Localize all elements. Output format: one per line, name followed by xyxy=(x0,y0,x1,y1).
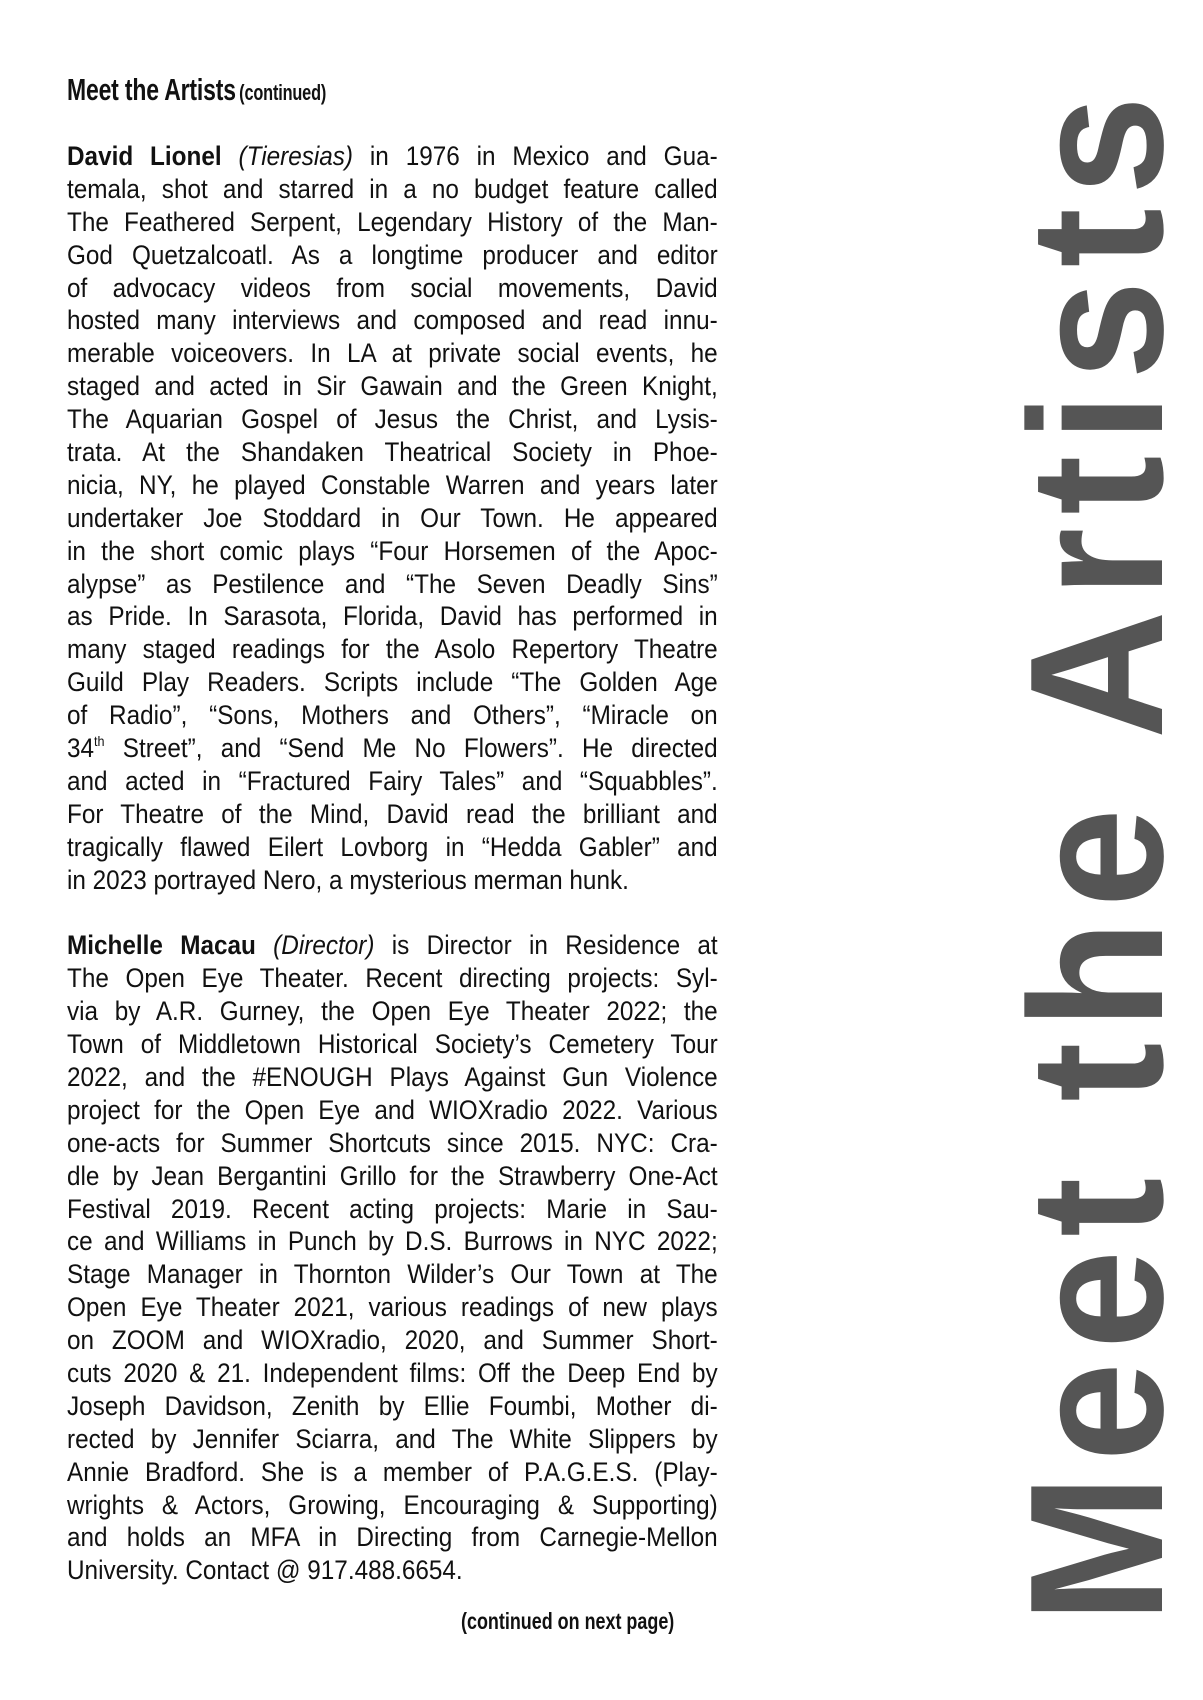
bio-line: staged and acted in Sir Gawain and the Green Knight, xyxy=(67,371,718,402)
bio-david-lionel xyxy=(67,140,718,896)
heading-suffix: (continued) xyxy=(239,80,327,105)
artist-role: (Director) xyxy=(273,930,375,961)
bio-line: Guild Play Readers. Scripts include “The Golden Age xyxy=(67,667,718,698)
bio-line: 2022, and the #ENOUGH Plays Against Gun Violence xyxy=(67,1061,718,1092)
bio-line: God Quetzalcoatl. As a longtime producer and editor xyxy=(67,239,718,270)
bio-line: and holds an MFA in Directing from Carnegie-Mellon xyxy=(67,1522,718,1553)
bio-line: in the short comic plays “Four Horsemen of the Apoc- xyxy=(67,535,718,566)
bio-line: Stage Manager in Thornton Wilder’s Our Town at The xyxy=(67,1259,718,1290)
ordinal-number: 34 xyxy=(67,733,95,764)
bio-line xyxy=(67,140,718,173)
bio-line: Joseph Davidson, Zenith by Ellie Foumbi, Mother di- xyxy=(67,1390,718,1421)
bio-line: rected by Jennifer Sciarra, and The White Slippers by xyxy=(67,1423,718,1454)
bio-line: of Radio”, “Sons, Mothers and Others”, “Miracle on xyxy=(67,700,718,731)
section-heading xyxy=(67,72,326,108)
bio-line: temala, shot and starred in a no budget feature called xyxy=(67,173,718,204)
bio-line: on ZOOM and WIOXradio, 2020, and Summer Short- xyxy=(67,1325,718,1356)
bio-line: wrights & Actors, Growing, Encouraging & Supporting) xyxy=(67,1489,718,1520)
bio-line: hosted many interviews and composed and read innu- xyxy=(67,305,718,336)
bio-text: in 1976 in Mexico and Gua- xyxy=(353,141,718,171)
bio-line: many staged readings for the Asolo Repertory Theatre xyxy=(67,634,718,665)
bio-line: tragically flawed Eilert Lovborg in “Hedda Gabler” and xyxy=(67,831,718,862)
bio-line: dle by Jean Bergantini Grillo for the Strawberry One-Act xyxy=(67,1160,718,1191)
bio-line: in 2023 portrayed Nero, a mysterious merman hunk. xyxy=(67,864,629,895)
bio-line: ce and Williams in Punch by D.S. Burrows in NYC 2022; xyxy=(67,1226,718,1257)
bio-line: one-acts for Summer Shortcuts since 2015. NYC: Cra- xyxy=(67,1127,718,1158)
ordinal-suffix: th xyxy=(94,733,105,750)
bio-line: For Theatre of the Mind, David read the brilliant and xyxy=(67,798,718,829)
heading-title: Meet the Artists xyxy=(67,72,236,107)
bio-line: Annie Bradford. She is a member of P.A.G.E.S. (Play- xyxy=(67,1456,718,1487)
bio-line: University. Contact @ 917.488.6654. xyxy=(67,1555,463,1586)
bio-line: Festival 2019. Recent acting projects: Marie in Sau- xyxy=(67,1193,718,1224)
bio-michelle-macau xyxy=(67,929,718,1587)
bio-line: undertaker Joe Stoddard in Our Town. He appeared xyxy=(67,502,718,533)
bio-line: cuts 2020 & 21. Independent films: Off the Deep End by xyxy=(67,1357,718,1388)
bio-line: The Open Eye Theater. Recent directing projects: Syl- xyxy=(67,963,718,994)
bio-line: as Pride. In Sarasota, Florida, David has performed in xyxy=(67,601,718,632)
bio-spacer xyxy=(67,896,718,929)
continued-note: (continued on next page) xyxy=(461,1608,675,1634)
bio-text: Street”, and “Send Me No Flowers”. He directed xyxy=(104,733,718,764)
bio-line: nicia, NY, he played Constable Warren and years later xyxy=(67,469,718,500)
bio-line: project for the Open Eye and WIOXradio 2022. Various xyxy=(67,1094,718,1125)
bios-column xyxy=(67,140,718,1587)
bio-line: via by A.R. Gurney, the Open Eye Theater 2022; the xyxy=(67,996,718,1027)
artist-name: David Lionel xyxy=(67,141,222,171)
bio-text: is Director in Residence at xyxy=(374,930,718,961)
artist-role: (Tieresias) xyxy=(238,141,354,171)
vertical-side-title xyxy=(991,82,1203,1623)
bio-line xyxy=(67,929,718,962)
bio-line: Town of Middletown Historical Society’s Cemetery Tour xyxy=(67,1029,718,1060)
bio-line: Open Eye Theater 2021, various readings of new plays xyxy=(67,1292,718,1323)
bio-line: of advocacy videos from social movements, David xyxy=(67,272,718,303)
bio-line xyxy=(67,732,718,765)
side-title-text: Meet the Artists xyxy=(991,82,1203,1623)
bio-line: The Feathered Serpent, Legendary History of the Man- xyxy=(67,206,718,237)
artist-name: Michelle Macau xyxy=(67,930,256,961)
bio-line: merable voiceovers. In LA at private social events, he xyxy=(67,338,718,369)
bio-line: trata. At the Shandaken Theatrical Society in Phoe- xyxy=(67,437,718,468)
bio-line: alypse” as Pestilence and “The Seven Deadly Sins” xyxy=(67,568,718,599)
bio-line: The Aquarian Gospel of Jesus the Christ, and Lysis- xyxy=(67,404,718,435)
bio-line: and acted in “Fractured Fairy Tales” and “Squabbles”. xyxy=(67,765,718,796)
